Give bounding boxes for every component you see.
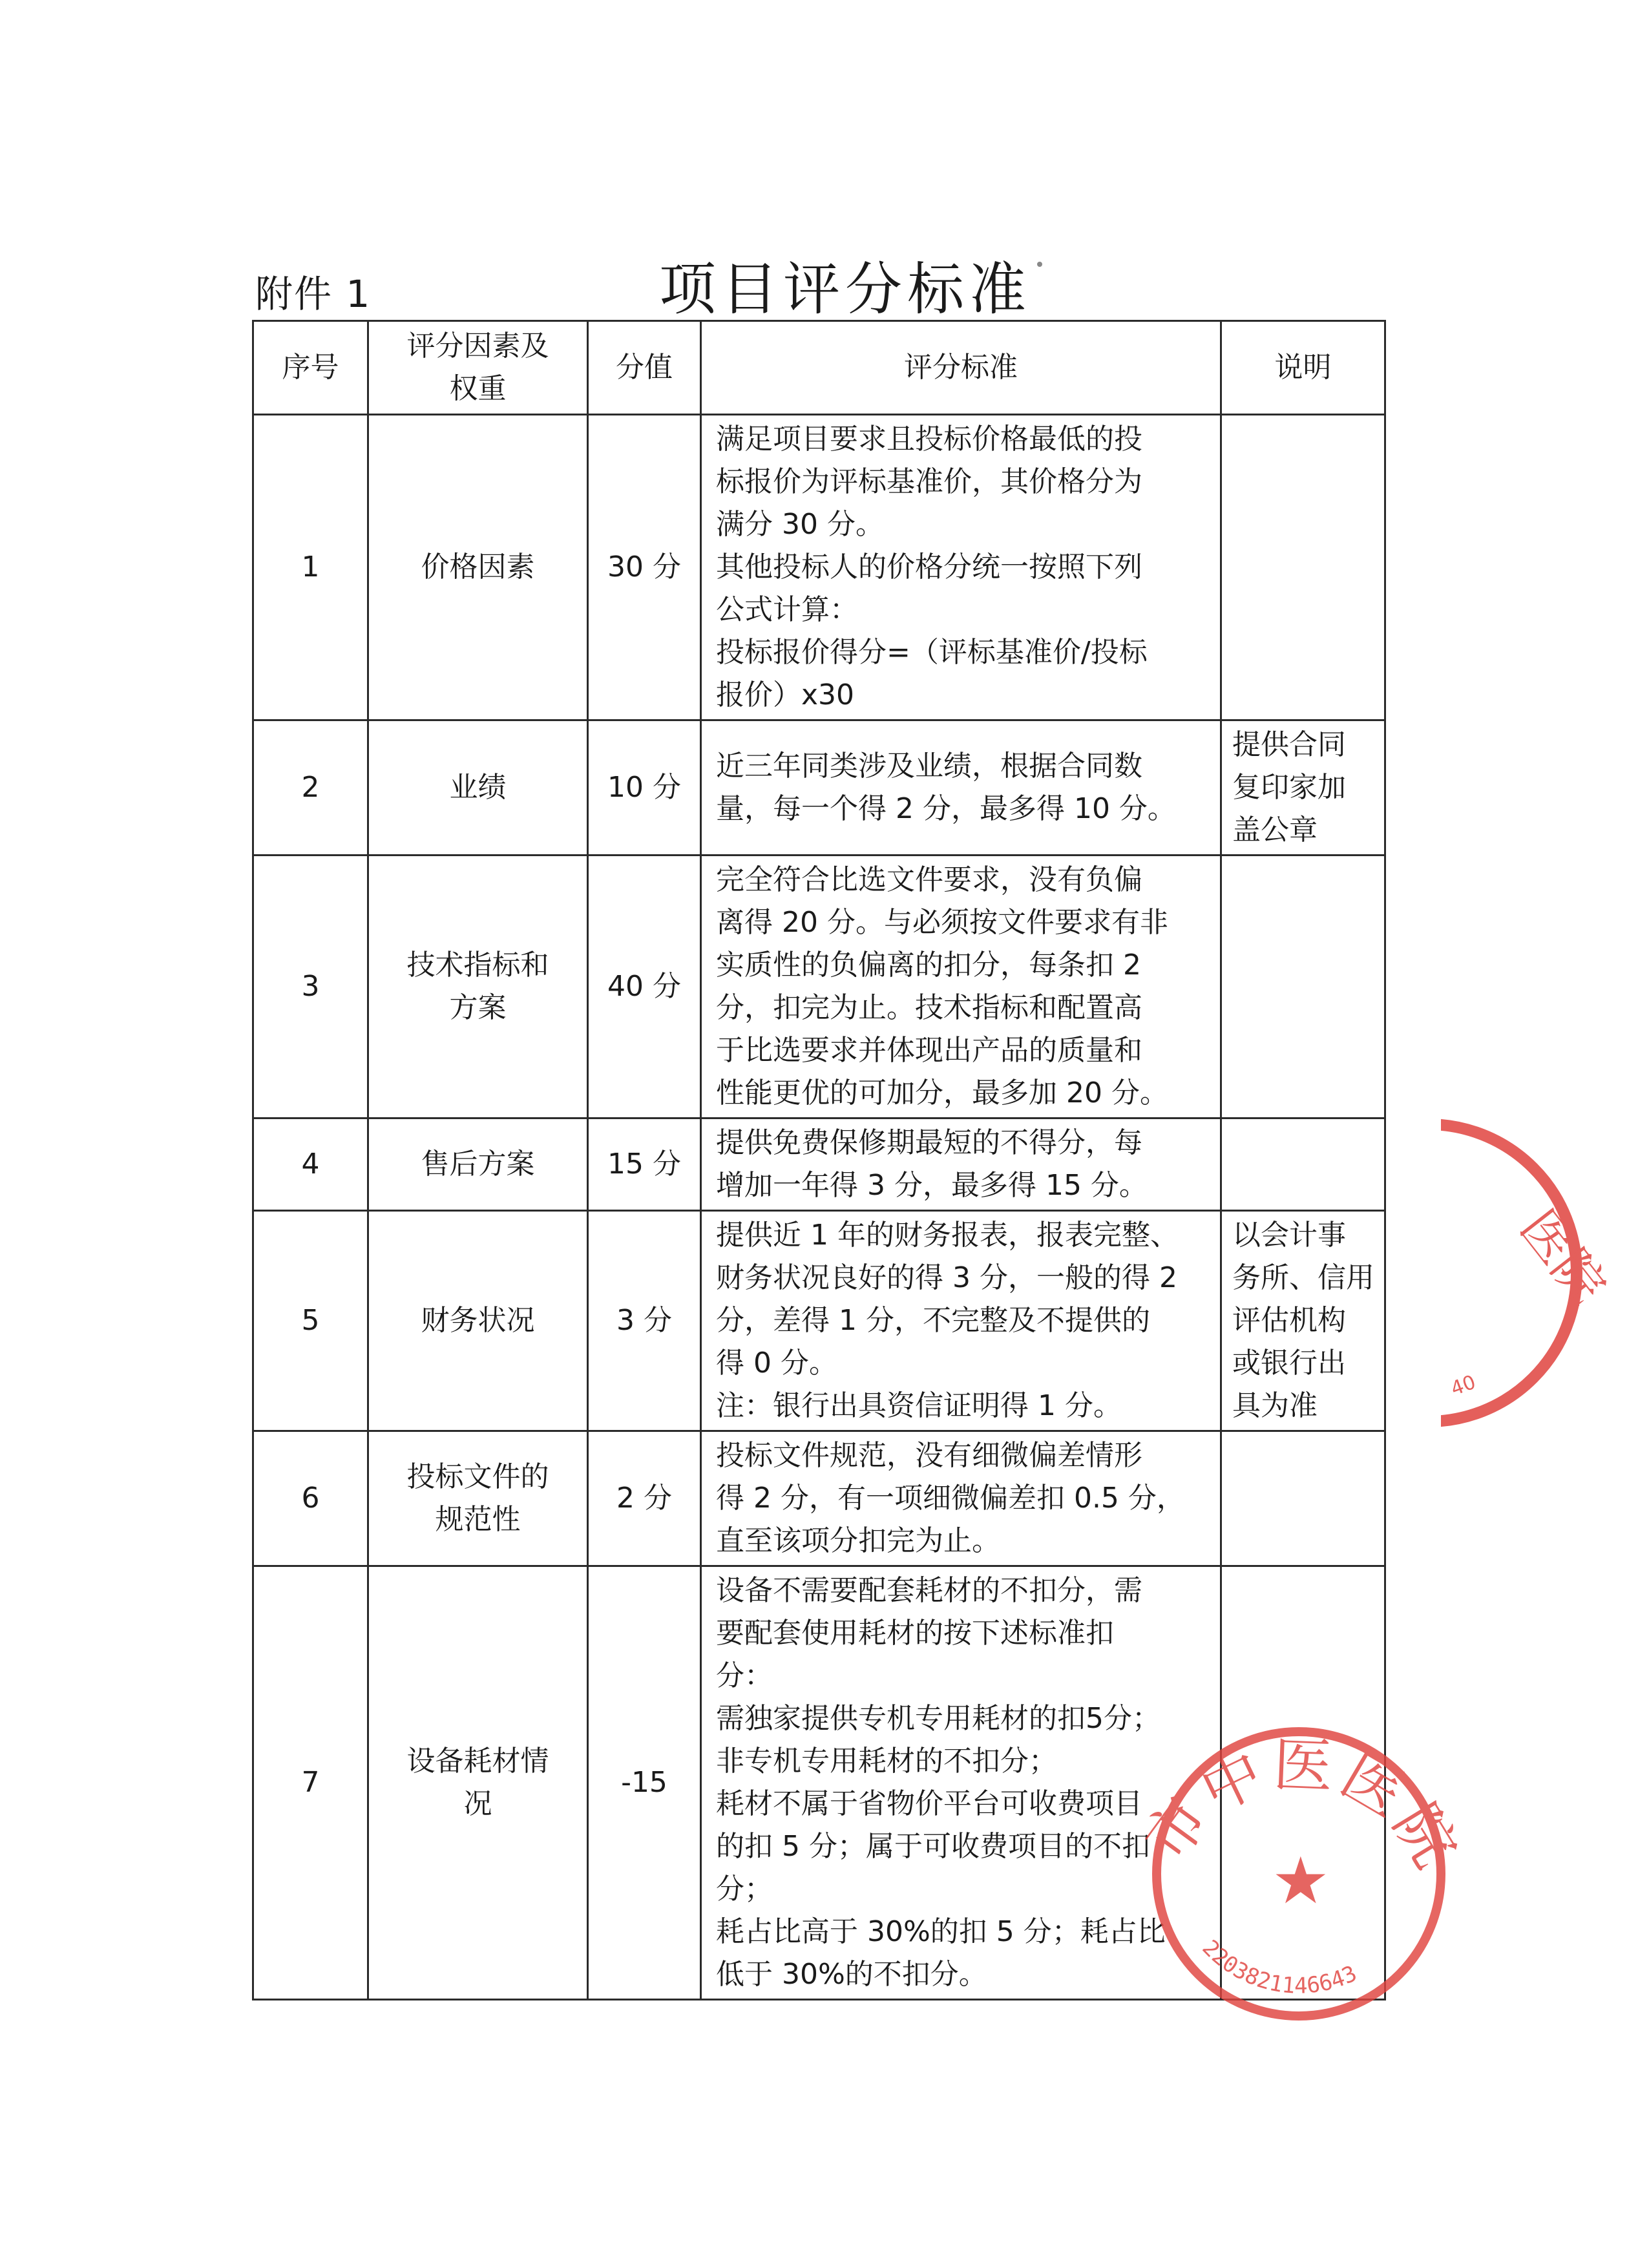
seal-number: 40 [1447,1370,1479,1401]
table-header-row [253,321,1385,415]
table-row [253,1566,1385,2000]
row-factor: 技术指标和 方案 [368,856,588,1118]
row-criteria: 近三年同类涉及业绩，根据合同数 量，每一个得 2 分，最多得 10 分。 [701,720,1221,856]
row-number: 4 [253,1118,368,1211]
row-criteria: 投标文件规范，没有细微偏差情形 得 2 分，有一项细微偏差扣 0.5 分， 直至该项分扣完为止。 [701,1431,1221,1566]
row-note [1221,1566,1385,2000]
col-header-no: 序号 [253,321,368,415]
row-factor: 设备耗材情 况 [368,1566,588,2000]
row-note [1221,415,1385,720]
row-number: 7 [253,1566,368,2000]
row-criteria: 提供近 1 年的财务报表，报表完整、 财务状况良好的得 3 分，一般的得 2 分，差得 1 分，不完整及不提供的 得 0 分。 注：银行出具资信证明得 1 分。 [701,1211,1221,1431]
table-row [253,1211,1385,1431]
table-row [253,720,1385,856]
row-criteria: 提供免费保修期最短的不得分，每 增加一年得 3 分，最多得 15 分。 [701,1118,1221,1211]
seal-text: 医院 [1509,1199,1617,1315]
page-title: 项目评分标准 [659,256,1032,322]
col-header-factor: 评分因素及 权重 [368,321,588,415]
seal-number: 2203821146643 [1197,1935,1361,1999]
row-score: 10 分 [588,720,701,856]
seal-ring [1441,1124,1577,1422]
col-header-criteria: 评分标准 [701,321,1221,415]
row-note: 提供合同 复印家加 盖公章 [1221,720,1385,856]
row-factor: 价格因素 [368,415,588,720]
row-number: 2 [253,720,368,856]
row-number: 5 [253,1211,368,1431]
col-header-note: 说明 [1221,321,1385,415]
scoring-table [252,320,1386,2000]
row-factor: 财务状况 [368,1211,588,1431]
scan-speck [1037,262,1042,267]
row-score: -15 [588,1566,701,2000]
row-criteria: 满足项目要求且投标价格最低的投 标报价为评标基准价，其价格分为 满分 30 分。 其他投标人的价格分统一按照下列 公式计算： 投标报价得分=（评标基准价/投标 报价）x30 [701,415,1221,720]
table-row [253,1118,1385,1211]
row-score: 3 分 [588,1211,701,1431]
row-number: 6 [253,1431,368,1566]
seal-star-icon: ★ [1272,1843,1330,1918]
row-criteria: 完全符合比选文件要求，没有负偏 离得 20 分。与必须按文件要求有非 实质性的负偏离的扣分，每条扣 2 分，扣完为止。技术指标和配置高 于比选要求并体现出产品的质量和 性能更优的可加分，最多加 20 分。 [701,856,1221,1118]
row-score: 15 分 [588,1118,701,1211]
attachment-label: 附件 1 [255,272,372,316]
row-factor: 投标文件的 规范性 [368,1431,588,1566]
row-number: 3 [253,856,368,1118]
row-score: 40 分 [588,856,701,1118]
row-factor: 业绩 [368,720,588,856]
row-score: 30 分 [588,415,701,720]
row-score: 2 分 [588,1431,701,1566]
table-row [253,415,1385,720]
col-header-score: 分值 [588,321,701,415]
row-note [1221,1118,1385,1211]
row-criteria: 设备不需要配套耗材的不扣分，需 要配套使用耗材的按下述标准扣 分： 需独家提供专机专用耗材的扣5分； 非专机专用耗材的不扣分； 耗材不属于省物价平台可收费项目 的扣 5 分；属于可收费项目的不扣 分； 耗占比高于 30%的扣 5 分；耗占比 低于 30%的不扣分。 [701,1566,1221,2000]
row-note [1221,1431,1385,1566]
table-row [253,1431,1385,1566]
seal-text: 市中医医院 [1131,1730,1473,1883]
row-note [1221,856,1385,1118]
hospital-seal-upper [1441,1118,1649,1428]
row-factor: 售后方案 [368,1118,588,1211]
row-number: 1 [253,415,368,720]
row-note: 以会计事 务所、信用 评估机构 或银行出 具为准 [1221,1211,1385,1431]
table-row [253,856,1385,1118]
